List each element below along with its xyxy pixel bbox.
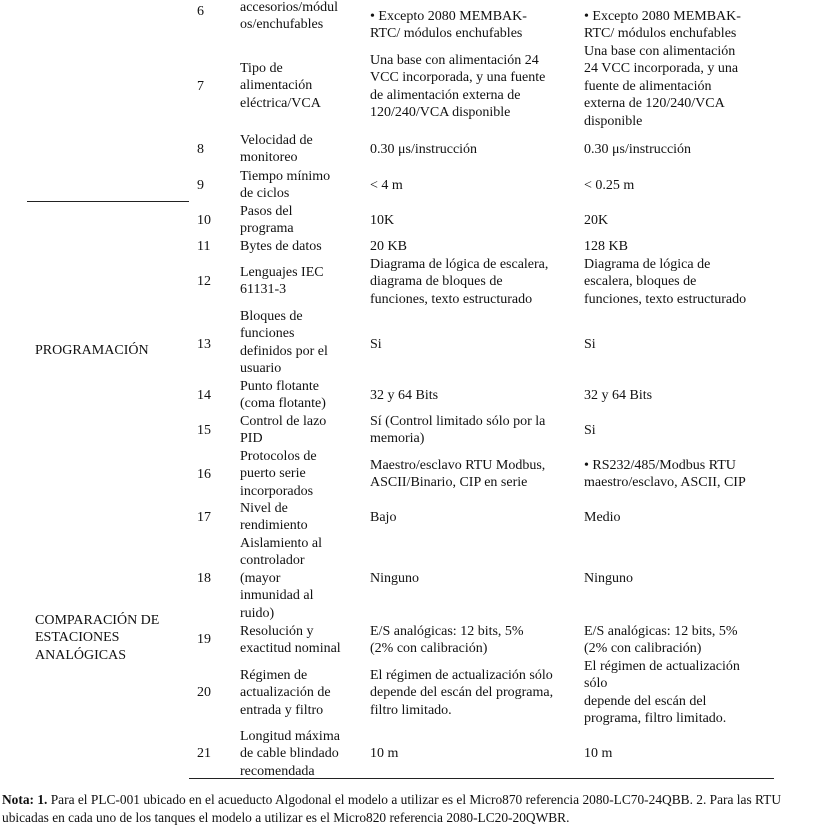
- section-comparacion-estaciones-analogicas: COMPARACIÓN DE ESTACIONES ANALÓGICAS: [35, 613, 160, 663]
- model-a-value: • Excepto 2080 MEMBAK- RTC/ módulos enchufables: [370, 9, 527, 42]
- row-number: 11: [197, 239, 211, 254]
- model-a-value: 10K: [370, 213, 395, 228]
- section-programacion: PROGRAMACIÓN: [35, 343, 149, 358]
- model-a-value: Bajo: [370, 510, 397, 525]
- row-number: 10: [197, 213, 211, 228]
- model-a-value: 32 y 64 Bits: [370, 388, 439, 403]
- model-b-value: Si: [584, 423, 596, 438]
- model-a-value: Maestro/esclavo RTU Modbus, ASCII/Binario, CIP en serie: [370, 458, 546, 491]
- model-b-value: 20K: [584, 213, 609, 228]
- row-number: 16: [197, 467, 211, 482]
- feature-label: Tipo de alimentación eléctrica/VCA: [240, 61, 321, 111]
- model-a-value: 20 KB: [370, 239, 407, 254]
- model-b-value: 32 y 64 Bits: [584, 388, 653, 403]
- note-label: Nota: 1.: [2, 792, 48, 807]
- model-b-value: Diagrama de lógica de escalera, bloques de funciones, texto estructurado: [584, 257, 747, 307]
- model-a-value: El régimen de actualización sólo depende del escán del programa, filtro limitado.: [370, 668, 554, 718]
- model-a-value: < 4 m: [370, 178, 403, 193]
- model-b-value: E/S analógicas: 12 bits, 5% (2% con calibración): [584, 624, 738, 657]
- row-number: 19: [197, 632, 211, 647]
- model-b-value: Medio: [584, 510, 621, 525]
- feature-label: Longitud máxima de cable blindado recomendada: [240, 729, 340, 779]
- model-a-value: 0.30 μs/instrucción: [370, 142, 478, 157]
- model-a-value: Diagrama de lógica de escalera, diagrama de bloques de funciones, texto estructurado: [370, 257, 549, 307]
- model-b-value: 10 m: [584, 746, 613, 761]
- feature-label: Nivel de rendimiento: [240, 501, 308, 534]
- feature-label: Tiempo mínimo de ciclos: [240, 169, 331, 202]
- model-b-value: • RS232/485/Modbus RTU maestro/esclavo, ASCII, CIP: [584, 458, 746, 491]
- model-a-value: Una base con alimentación 24 VCC incorporada, y una fuente de alimentación externa de 120/240/VCA disponible: [370, 53, 546, 121]
- row-number: 20: [197, 685, 211, 700]
- row-number: 21: [197, 746, 211, 761]
- row-number: 17: [197, 510, 211, 525]
- model-a-value: Ninguno: [370, 571, 419, 586]
- table-footnote: [2, 791, 822, 827]
- model-a-value: Sí (Control limitado sólo por la memoria): [370, 414, 546, 447]
- row-number: 12: [197, 274, 211, 289]
- row-number: 9: [197, 178, 204, 193]
- model-b-value: Ninguno: [584, 571, 633, 586]
- section-divider-line: [27, 201, 189, 202]
- feature-label: Pasos del programa: [240, 204, 294, 237]
- model-b-value: Una base con alimentación 24 VCC incorporada, y una fuente de alimentación externa de 120/240/VCA disponible: [584, 44, 739, 129]
- model-a-value: Si: [370, 337, 382, 352]
- row-number: 13: [197, 337, 211, 352]
- feature-label: Protocolos de puerto serie incorporados: [240, 449, 317, 499]
- feature-label: Bloques de funciones definidos por el usuario: [240, 309, 328, 377]
- model-b-value: Si: [584, 337, 596, 352]
- feature-label: Resolución y exactitud nominal: [240, 624, 341, 657]
- model-a-value: E/S analógicas: 12 bits, 5% (2% con calibración): [370, 624, 524, 657]
- row-number: 8: [197, 142, 204, 157]
- row-number: 18: [197, 571, 211, 586]
- feature-label: Control de lazo PID: [240, 414, 327, 447]
- model-a-value: 10 m: [370, 746, 399, 761]
- feature-label: Lenguajes IEC 61131-3: [240, 265, 324, 298]
- model-b-value: 128 KB: [584, 239, 628, 254]
- row-number: 6: [197, 4, 204, 19]
- feature-label: Bytes de datos: [240, 239, 322, 254]
- feature-label: Régimen de actualización de entrada y filtro: [240, 668, 331, 718]
- row-number: 7: [197, 79, 204, 94]
- feature-label: Velocidad de monitoreo: [240, 133, 313, 166]
- note-text: Para el PLC-001 ubicado en el acueducto Algodonal el modelo a utilizar es el Micro870 referencia 2080-LC70-24QBB. 2. Para las RTU ubicadas en cada uno de los tanques el modelo a utilizar es el Micro820 referencia 2080-LC20-20QWBR.: [2, 792, 781, 825]
- row-number: 14: [197, 388, 211, 403]
- model-b-value: < 0.25 m: [584, 178, 635, 193]
- feature-label: Aislamiento al controlador (mayor inmunidad al ruido): [240, 536, 323, 621]
- model-b-value: • Excepto 2080 MEMBAK- RTC/ módulos enchufables: [584, 9, 741, 42]
- feature-label: Punto flotante (coma flotante): [240, 379, 326, 412]
- feature-label: accesorios/módul os/enchufables: [240, 0, 338, 33]
- row-number: 15: [197, 423, 211, 438]
- model-b-value: 0.30 μs/instrucción: [584, 142, 692, 157]
- model-b-value: El régimen de actualización sólo depende del escán del programa, filtro limitado.: [584, 659, 740, 727]
